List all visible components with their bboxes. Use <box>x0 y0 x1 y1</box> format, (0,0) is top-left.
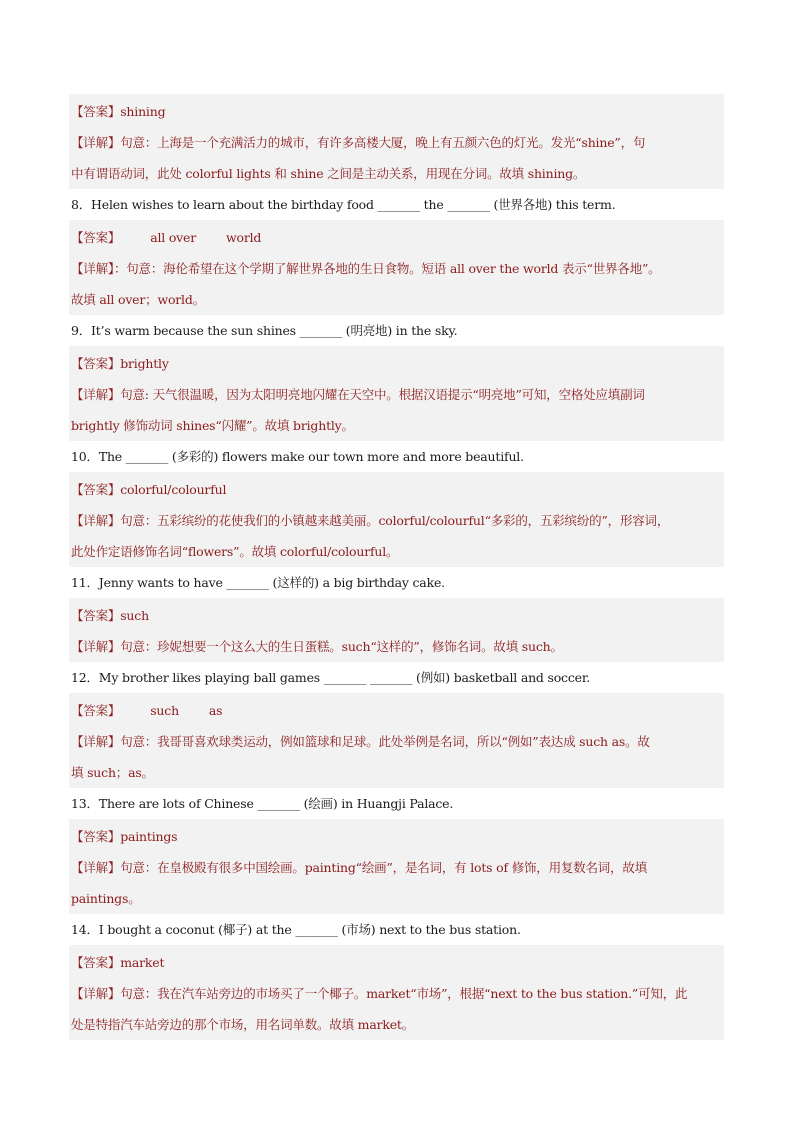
detail-line: brightly 修饰动词 shines“闪耀”。故填 brightly。 <box>71 418 354 433</box>
answer-block <box>69 693 724 788</box>
answer-line: 【答案】colorful/colourful <box>71 482 227 497</box>
answer-block <box>69 598 724 662</box>
question-10: 10．The _______ (多彩的) flowers make our town more and more beautiful. <box>69 441 724 472</box>
question-9: 9．It’s warm because the sun shines _______ (明亮地) in the sky. <box>69 315 724 346</box>
question-8: 8．Helen wishes to learn about the birthday food _______ the _______ (世界各地) this term. <box>69 189 724 220</box>
detail-line: 【详解】句意：我哥哥喜欢球类运动，例如篮球和足球。此处举例是名词，所以“例如”表达成 such as。故 <box>71 734 650 749</box>
detail-line: 故填 all over；world。 <box>71 292 205 307</box>
detail-line: 【详解】句意：珍妮想要一个这么大的生日蛋糕。such“这样的”，修饰名词。故填 such。 <box>71 639 563 654</box>
detail-line: 【详解】句意：上海是一个充满活力的城市，有许多高楼大厦，晚上有五颜六色的灯光。发光“shine”，句 <box>71 135 646 150</box>
answer-line: 【答案】paintings <box>71 829 178 844</box>
answer-block <box>69 94 724 189</box>
content <box>69 94 724 1040</box>
answer-block <box>69 819 724 914</box>
detail-line: 处是特指汽车站旁边的那个市场，用名词单数。故填 market。 <box>71 1017 415 1032</box>
detail-line: 此处作定语修饰名词“flowers”。故填 colorful/colourful。 <box>71 544 399 559</box>
answer-line: 【答案】such <box>71 608 149 623</box>
answer-line: 【答案】shining <box>71 104 166 119</box>
detail-line: 中有谓语动词，此处 colorful lights 和 shine 之间是主动关系，用现在分词。故填 shining。 <box>71 166 586 181</box>
question-13: 13．There are lots of Chinese _______ (绘画) in Huangji Palace. <box>69 788 724 819</box>
answer-block <box>69 220 724 315</box>
question-12: 12．My brother likes playing ball games _______ _______ (例如) basketball and soccer. <box>69 662 724 693</box>
answer-block <box>69 346 724 441</box>
detail-line: 【详解】句意：五彩缤纷的花使我们的小镇越来越美丽。colorful/colourful“多彩的，五彩缤纷的”，形容词， <box>71 513 670 528</box>
detail-line: 【详解】：句意：海伦希望在这个学期了解世界各地的生日食物。短语 all over the world 表示“世界各地”。 <box>71 261 661 276</box>
question-14: 14．I bought a coconut (椰子) at the _______ (市场) next to the bus station. <box>69 914 724 945</box>
answer-block <box>69 945 724 1040</box>
answer-line: 【答案】brightly <box>71 356 169 371</box>
answer-line: 【答案】market <box>71 955 165 970</box>
answer-block <box>69 472 724 567</box>
detail-line: 【详解】句意: 天气很温暖，因为太阳明亮地闪耀在天空中。根据汉语提示“明亮地”可知，空格处应填副词 <box>71 387 645 402</box>
detail-line: 【详解】句意：在皇极殿有很多中国绘画。painting“绘画”，是名词，有 lots of 修饰，用复数名词，故填 <box>71 860 647 875</box>
question-11: 11．Jenny wants to have _______ (这样的) a big birthday cake. <box>69 567 724 598</box>
detail-line: 填 such；as。 <box>71 765 154 780</box>
detail-line: 【详解】句意：我在汽车站旁边的市场买了一个椰子。market“市场”，根据“next to the bus station.”可知，此 <box>71 986 688 1001</box>
detail-line: paintings。 <box>71 891 141 906</box>
answer-line: 【答案】 such as <box>71 703 223 718</box>
answer-line: 【答案】 all over world <box>71 230 262 245</box>
